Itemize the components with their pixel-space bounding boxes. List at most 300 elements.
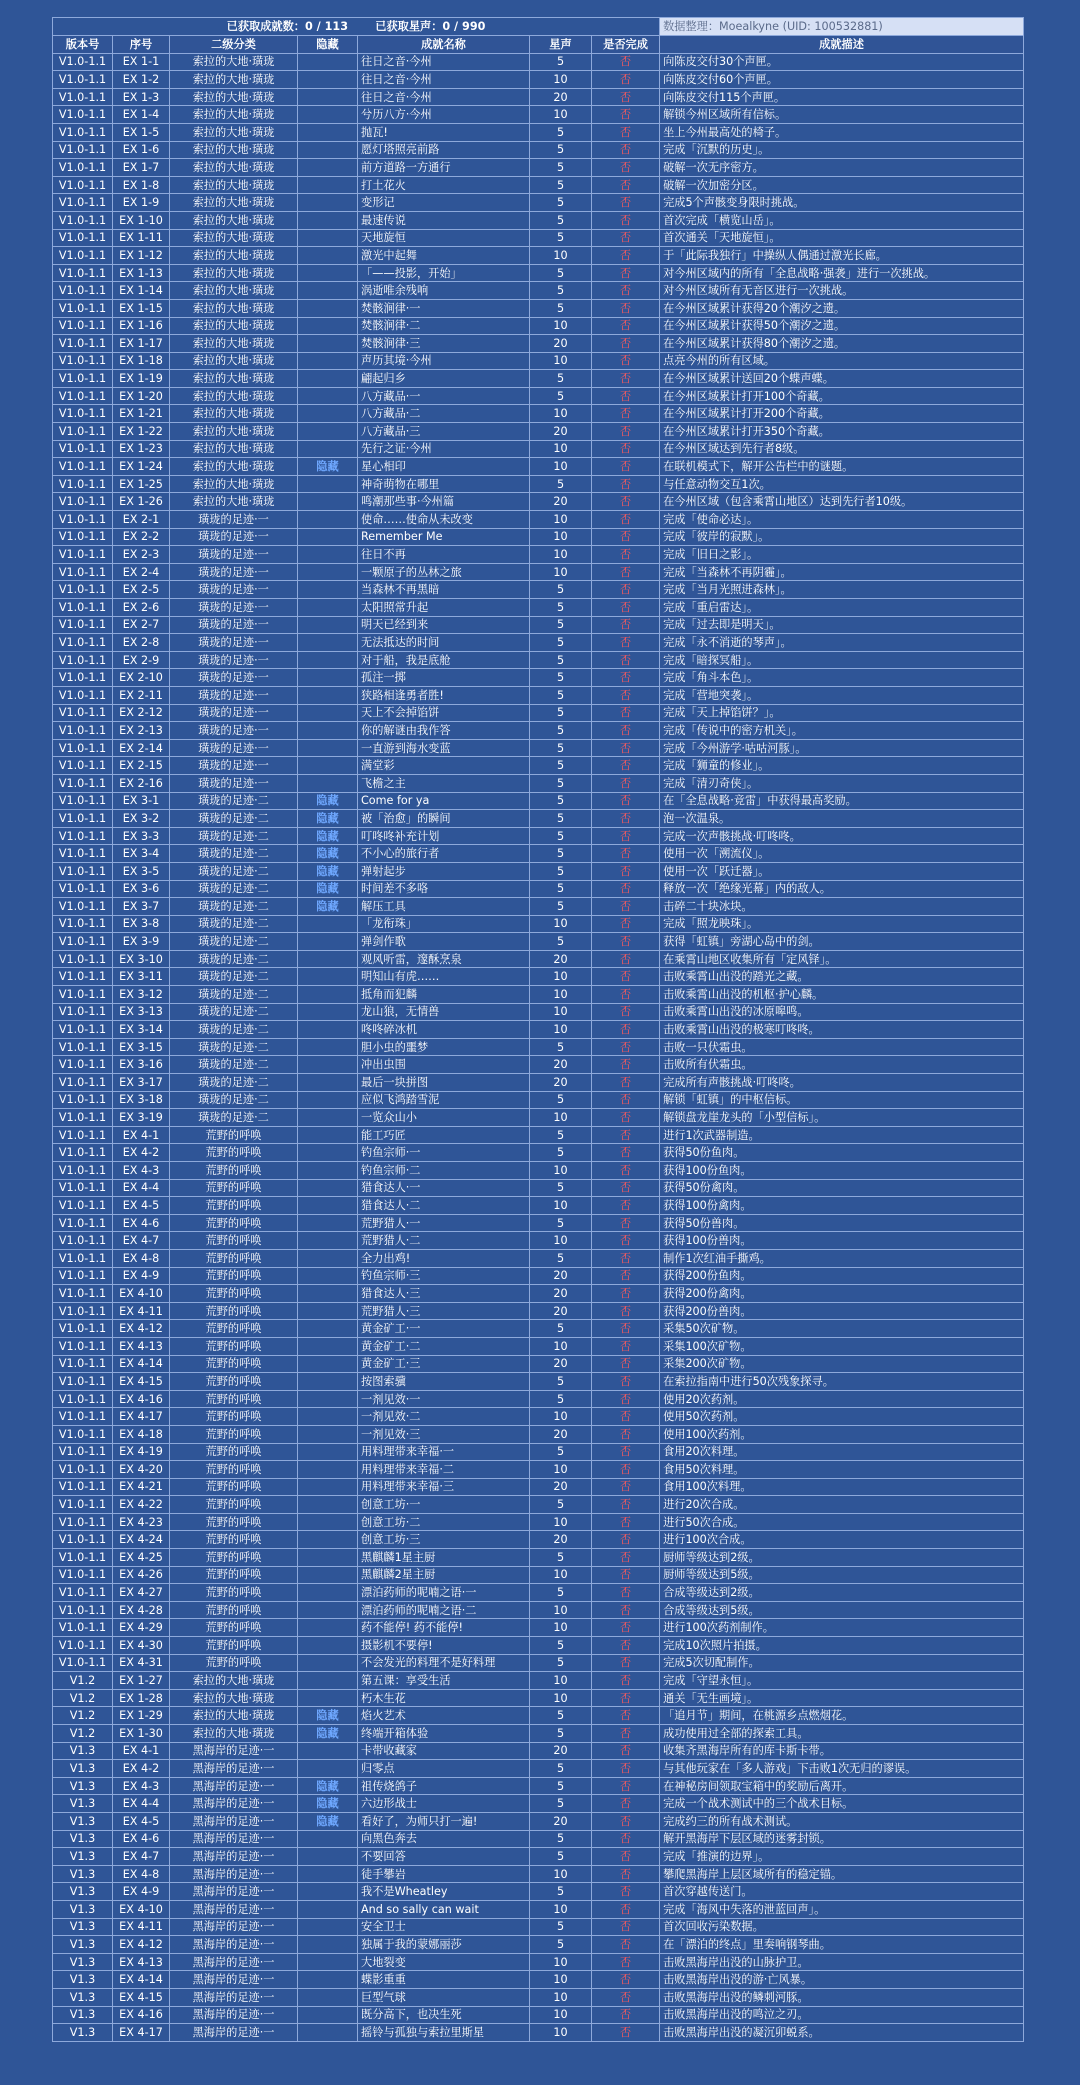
cell-completed[interactable]: 否 [592,1918,660,1936]
cell-name: 我不是Wheatley [358,1883,530,1901]
cell-completed[interactable]: 否 [592,2006,660,2024]
cell-completed[interactable]: 否 [592,317,660,335]
cell-hidden [298,229,358,247]
table-row[interactable] [53,686,1024,704]
cell-category: 璜珑的足迹·二 [170,1021,298,1039]
table-row[interactable] [53,968,1024,986]
cell-completed[interactable]: 否 [592,247,660,265]
cell-completed[interactable]: 否 [592,898,660,916]
table-row[interactable] [53,141,1024,159]
table-row[interactable] [53,1478,1024,1496]
cell-description: 进行100次合成。 [660,1531,1024,1549]
cell-completed[interactable]: 否 [592,1390,660,1408]
table-row[interactable] [53,2024,1024,2042]
table-row[interactable] [53,194,1024,212]
cell-completed[interactable]: 否 [592,1074,660,1092]
cell-completed[interactable]: 否 [592,950,660,968]
cell-name: 用料理带来幸福·一 [358,1443,530,1461]
cell-completed[interactable]: 否 [592,71,660,89]
table-row[interactable] [53,599,1024,617]
cell-completed[interactable]: 否 [592,1637,660,1655]
cell-completed[interactable]: 否 [592,810,660,828]
table-row[interactable] [53,1549,1024,1567]
cell-index: EX 4-7 [113,1232,170,1250]
table-row[interactable] [53,1725,1024,1743]
table-row[interactable] [53,563,1024,581]
table-row[interactable] [53,53,1024,71]
table-row[interactable] [53,1531,1024,1549]
cell-category: 璜珑的足迹·二 [170,1074,298,1092]
cell-completed[interactable]: 否 [592,1197,660,1215]
cell-completed[interactable]: 否 [592,1179,660,1197]
table-row[interactable] [53,1232,1024,1250]
cell-version: V1.0-1.1 [53,335,113,353]
table-row[interactable] [53,1302,1024,1320]
cell-completed[interactable]: 否 [592,1988,660,2006]
cell-category: 璜珑的足迹·二 [170,986,298,1004]
cell-hidden [298,247,358,265]
cell-index: EX 1-23 [113,440,170,458]
cell-name: 兮历八方·今州 [358,106,530,124]
table-row[interactable] [53,2006,1024,2024]
cell-completed[interactable]: 否 [592,528,660,546]
cell-completed[interactable]: 否 [592,1900,660,1918]
col-name[interactable]: 成就名称 [358,36,530,54]
table-row[interactable] [53,1425,1024,1443]
cell-completed[interactable]: 否 [592,1232,660,1250]
table-row[interactable] [53,774,1024,792]
cell-category: 索拉的大地·璜珑 [170,176,298,194]
cell-hidden [298,1038,358,1056]
table-row[interactable] [53,1056,1024,1074]
table-row[interactable] [53,898,1024,916]
cell-completed[interactable]: 否 [592,1109,660,1127]
cell-completed[interactable]: 否 [592,933,660,951]
cell-completed[interactable]: 否 [592,458,660,476]
table-row[interactable] [53,299,1024,317]
cell-hidden [298,1126,358,1144]
table-row[interactable] [53,1443,1024,1461]
table-row[interactable] [53,1936,1024,1954]
cell-name: 一剂见效·一 [358,1390,530,1408]
col-completed[interactable]: 是否完成 [592,36,660,54]
table-row[interactable] [53,106,1024,124]
cell-completed[interactable]: 否 [592,1091,660,1109]
table-row[interactable] [53,1619,1024,1637]
table-row[interactable] [53,1179,1024,1197]
cell-completed[interactable]: 否 [592,792,660,810]
cell-completed[interactable]: 否 [592,387,660,405]
cell-completed[interactable]: 否 [592,1214,660,1232]
cell-completed[interactable]: 否 [592,123,660,141]
table-row[interactable] [53,1249,1024,1267]
cell-completed[interactable]: 否 [592,335,660,353]
table-row[interactable] [53,1355,1024,1373]
cell-completed[interactable]: 否 [592,739,660,757]
cell-completed[interactable]: 否 [592,669,660,687]
cell-version: V1.2 [53,1707,113,1725]
cell-completed[interactable]: 否 [592,1795,660,1813]
cell-stars: 5 [530,229,592,247]
table-row[interactable] [53,88,1024,106]
cell-completed[interactable]: 否 [592,1267,660,1285]
cell-stars: 5 [530,1179,592,1197]
cell-version: V1.0-1.1 [53,1461,113,1479]
cell-completed[interactable]: 否 [592,511,660,529]
table-row[interactable] [53,933,1024,951]
table-row[interactable] [53,739,1024,757]
cell-stars: 5 [530,1883,592,1901]
cell-completed[interactable]: 否 [592,352,660,370]
table-row[interactable] [53,792,1024,810]
cell-completed[interactable]: 否 [592,880,660,898]
table-row[interactable] [53,423,1024,441]
cell-completed[interactable]: 否 [592,986,660,1004]
table-row[interactable] [53,810,1024,828]
cell-category: 索拉的大地·璜珑 [170,229,298,247]
table-row[interactable] [53,1126,1024,1144]
table-row[interactable] [53,1267,1024,1285]
cell-completed[interactable]: 否 [592,704,660,722]
table-row[interactable] [53,1971,1024,1989]
cell-completed[interactable]: 否 [592,546,660,564]
col-version[interactable]: 版本号 [53,36,113,54]
cell-index: EX 3-1 [113,792,170,810]
table-row[interactable] [53,1988,1024,2006]
cell-completed[interactable]: 否 [592,264,660,282]
cell-completed[interactable]: 否 [592,563,660,581]
table-row[interactable] [53,986,1024,1004]
cell-description: 使用一次「跃迁器」。 [660,862,1024,880]
cell-completed[interactable]: 否 [592,423,660,441]
table-row[interactable] [53,634,1024,652]
table-row[interactable] [53,528,1024,546]
cell-completed[interactable]: 否 [592,1707,660,1725]
cell-completed[interactable]: 否 [592,1619,660,1637]
cell-completed[interactable]: 否 [592,405,660,423]
table-row[interactable] [53,1390,1024,1408]
summary-counts [53,18,660,36]
table-row[interactable] [53,1320,1024,1338]
table-row[interactable] [53,845,1024,863]
cell-stars: 10 [530,1162,592,1180]
cell-completed[interactable]: 否 [592,141,660,159]
cell-completed[interactable]: 否 [592,1848,660,1866]
cell-completed[interactable]: 否 [592,651,660,669]
cell-completed[interactable]: 否 [592,211,660,229]
cell-completed[interactable]: 否 [592,194,660,212]
table-row[interactable] [53,1038,1024,1056]
cell-completed[interactable]: 否 [592,1021,660,1039]
cell-index: EX 4-13 [113,1953,170,1971]
table-row[interactable] [53,1777,1024,1795]
cell-completed[interactable]: 否 [592,176,660,194]
table-row[interactable] [53,335,1024,353]
cell-completed[interactable]: 否 [592,159,660,177]
table-row[interactable] [53,1672,1024,1690]
table-row[interactable] [53,352,1024,370]
table-row[interactable] [53,950,1024,968]
cell-description: 完成约三的所有战术测试。 [660,1812,1024,1830]
cell-name: 黄金矿工·二 [358,1337,530,1355]
table-row[interactable] [53,862,1024,880]
table-row[interactable] [53,1601,1024,1619]
table-row[interactable] [53,405,1024,423]
cell-completed[interactable]: 否 [592,1566,660,1584]
col-description[interactable]: 成就描述 [660,36,1024,54]
cell-version: V1.3 [53,1795,113,1813]
cell-name: 黑麒麟2星主厨 [358,1566,530,1584]
cell-completed[interactable]: 否 [592,88,660,106]
cell-completed[interactable]: 否 [592,686,660,704]
table-row[interactable] [53,123,1024,141]
cell-completed[interactable]: 否 [592,1601,660,1619]
table-row[interactable] [53,475,1024,493]
cell-completed[interactable]: 否 [592,1285,660,1303]
table-row[interactable] [53,1197,1024,1215]
table-row[interactable] [53,827,1024,845]
cell-hidden [298,387,358,405]
cell-description: 首次回收污染数据。 [660,1918,1024,1936]
table-row[interactable] [53,1144,1024,1162]
table-row[interactable] [53,1408,1024,1426]
col-stars[interactable]: 星声 [530,36,592,54]
cell-completed[interactable]: 否 [592,1584,660,1602]
table-row[interactable] [53,211,1024,229]
cell-description: 「追月节」期间，在桃源乡点燃烟花。 [660,1707,1024,1725]
cell-completed[interactable]: 否 [592,493,660,511]
table-row[interactable] [53,1865,1024,1883]
cell-completed[interactable]: 否 [592,634,660,652]
cell-completed[interactable]: 否 [592,1056,660,1074]
cell-category: 璜珑的足迹·二 [170,898,298,916]
cell-completed[interactable]: 否 [592,1936,660,1954]
table-row[interactable] [53,1021,1024,1039]
cell-completed[interactable]: 否 [592,1302,660,1320]
table-row[interactable] [53,493,1024,511]
cell-name: 狭路相逢勇者胜! [358,686,530,704]
cell-completed[interactable]: 否 [592,282,660,300]
table-row[interactable] [53,387,1024,405]
table-row[interactable] [53,581,1024,599]
table-row[interactable] [53,1461,1024,1479]
cell-name: 第五课：享受生活 [358,1672,530,1690]
cell-index: EX 4-7 [113,1848,170,1866]
cell-completed[interactable]: 否 [592,1777,660,1795]
table-row[interactable] [53,1760,1024,1778]
table-row[interactable] [53,1883,1024,1901]
table-row[interactable] [53,880,1024,898]
cell-stars: 5 [530,933,592,951]
cell-completed[interactable]: 否 [592,229,660,247]
cell-description: 在今州区域累计打开100个奇藏。 [660,387,1024,405]
table-row[interactable] [53,282,1024,300]
col-index[interactable]: 序号 [113,36,170,54]
cell-completed[interactable]: 否 [592,1830,660,1848]
cell-version: V1.0-1.1 [53,739,113,757]
col-category[interactable]: 二级分类 [170,36,298,54]
table-row[interactable] [53,264,1024,282]
cell-completed[interactable]: 否 [592,915,660,933]
table-row[interactable] [53,1285,1024,1303]
table-row[interactable] [53,1953,1024,1971]
cell-hidden: 隐藏 [298,845,358,863]
cell-completed[interactable]: 否 [592,1162,660,1180]
cell-completed[interactable]: 否 [592,1496,660,1514]
cell-description: 完成「推演的边界」。 [660,1848,1024,1866]
cell-index: EX 1-8 [113,176,170,194]
table-row[interactable] [53,1373,1024,1391]
cell-completed[interactable]: 否 [592,1443,660,1461]
table-row[interactable] [53,1003,1024,1021]
cell-name: 徒手攀岩 [358,1865,530,1883]
table-row[interactable] [53,458,1024,476]
cell-index: EX 1-25 [113,475,170,493]
cell-completed[interactable]: 否 [592,1337,660,1355]
table-row[interactable] [53,1654,1024,1672]
cell-completed[interactable]: 否 [592,1355,660,1373]
cell-completed[interactable]: 否 [592,299,660,317]
table-row[interactable] [53,616,1024,634]
table-row[interactable] [53,1812,1024,1830]
cell-completed[interactable]: 否 [592,1003,660,1021]
cell-completed[interactable]: 否 [592,581,660,599]
cell-name: 翩起归乡 [358,370,530,388]
table-row[interactable] [53,176,1024,194]
table-row[interactable] [53,1707,1024,1725]
cell-completed[interactable]: 否 [592,1373,660,1391]
table-row[interactable] [53,704,1024,722]
table-row[interactable] [53,1214,1024,1232]
cell-completed[interactable]: 否 [592,1038,660,1056]
cell-completed[interactable]: 否 [592,1249,660,1267]
cell-completed[interactable]: 否 [592,1478,660,1496]
cell-category: 荒野的呼唤 [170,1197,298,1215]
table-row[interactable] [53,71,1024,89]
table-row[interactable] [53,1162,1024,1180]
cell-completed[interactable]: 否 [592,616,660,634]
table-row[interactable] [53,1091,1024,1109]
cell-hidden [298,1848,358,1866]
cell-completed[interactable]: 否 [592,1689,660,1707]
cell-completed[interactable]: 否 [592,1654,660,1672]
cell-completed[interactable]: 否 [592,1742,660,1760]
cell-completed[interactable]: 否 [592,1672,660,1690]
cell-category: 索拉的大地·璜珑 [170,1689,298,1707]
cell-completed[interactable]: 否 [592,1725,660,1743]
cell-completed[interactable]: 否 [592,1865,660,1883]
table-row[interactable] [53,1848,1024,1866]
cell-category: 荒野的呼唤 [170,1162,298,1180]
cell-completed[interactable]: 否 [592,862,660,880]
table-row[interactable] [53,440,1024,458]
table-row[interactable] [53,1566,1024,1584]
table-row[interactable] [53,1900,1024,1918]
cell-completed[interactable]: 否 [592,599,660,617]
table-row[interactable] [53,915,1024,933]
table-row[interactable] [53,1795,1024,1813]
table-row[interactable] [53,1689,1024,1707]
cell-completed[interactable]: 否 [592,757,660,775]
cell-version: V1.3 [53,1883,113,1901]
cell-completed[interactable]: 否 [592,968,660,986]
table-row[interactable] [53,1918,1024,1936]
table-row[interactable] [53,370,1024,388]
cell-completed[interactable]: 否 [592,106,660,124]
cell-completed[interactable]: 否 [592,2024,660,2042]
cell-stars: 20 [530,1074,592,1092]
cell-category: 璜珑的足迹·一 [170,511,298,529]
cell-completed[interactable]: 否 [592,774,660,792]
table-row[interactable] [53,229,1024,247]
cell-completed[interactable]: 否 [592,827,660,845]
table-row[interactable] [53,1513,1024,1531]
table-row[interactable] [53,247,1024,265]
cell-hidden [298,1513,358,1531]
cell-completed[interactable]: 否 [592,1320,660,1338]
table-row[interactable] [53,1109,1024,1127]
cell-completed[interactable]: 否 [592,1549,660,1567]
table-row[interactable] [53,1584,1024,1602]
cell-completed[interactable]: 否 [592,475,660,493]
table-row[interactable] [53,317,1024,335]
cell-description: 泡一次温泉。 [660,810,1024,828]
col-hidden[interactable]: 隐藏 [298,36,358,54]
cell-completed[interactable]: 否 [592,1461,660,1479]
cell-completed[interactable]: 否 [592,53,660,71]
cell-hidden [298,1936,358,1954]
table-row[interactable] [53,159,1024,177]
table-row[interactable] [53,1830,1024,1848]
cell-version: V1.0-1.1 [53,511,113,529]
table-row[interactable] [53,511,1024,529]
table-row[interactable] [53,1637,1024,1655]
cell-completed[interactable]: 否 [592,1408,660,1426]
cell-version: V1.0-1.1 [53,475,113,493]
cell-completed[interactable]: 否 [592,370,660,388]
cell-description: 厨师等级达到2级。 [660,1549,1024,1567]
table-row[interactable] [53,1074,1024,1092]
table-row[interactable] [53,1742,1024,1760]
cell-completed[interactable]: 否 [592,1126,660,1144]
cell-category: 璜珑的足迹·二 [170,915,298,933]
table-row[interactable] [53,1337,1024,1355]
cell-completed[interactable]: 否 [592,1513,660,1531]
table-row[interactable] [53,722,1024,740]
cell-completed[interactable]: 否 [592,440,660,458]
cell-completed[interactable]: 否 [592,845,660,863]
cell-index: EX 1-29 [113,1707,170,1725]
cell-hidden [298,528,358,546]
cell-completed[interactable]: 否 [592,1760,660,1778]
cell-name: 摇铃与孤独与索拉里斯星 [358,2024,530,2042]
cell-completed[interactable]: 否 [592,1531,660,1549]
cell-completed[interactable]: 否 [592,1971,660,1989]
cell-completed[interactable]: 否 [592,1953,660,1971]
cell-completed[interactable]: 否 [592,1812,660,1830]
table-row[interactable] [53,1496,1024,1514]
table-row[interactable] [53,546,1024,564]
table-row[interactable] [53,757,1024,775]
table-row[interactable] [53,669,1024,687]
cell-index: EX 4-6 [113,1214,170,1232]
cell-completed[interactable]: 否 [592,1425,660,1443]
cell-completed[interactable]: 否 [592,1144,660,1162]
table-row[interactable] [53,651,1024,669]
cell-version: V1.2 [53,1725,113,1743]
cell-completed[interactable]: 否 [592,1883,660,1901]
cell-completed[interactable]: 否 [592,722,660,740]
